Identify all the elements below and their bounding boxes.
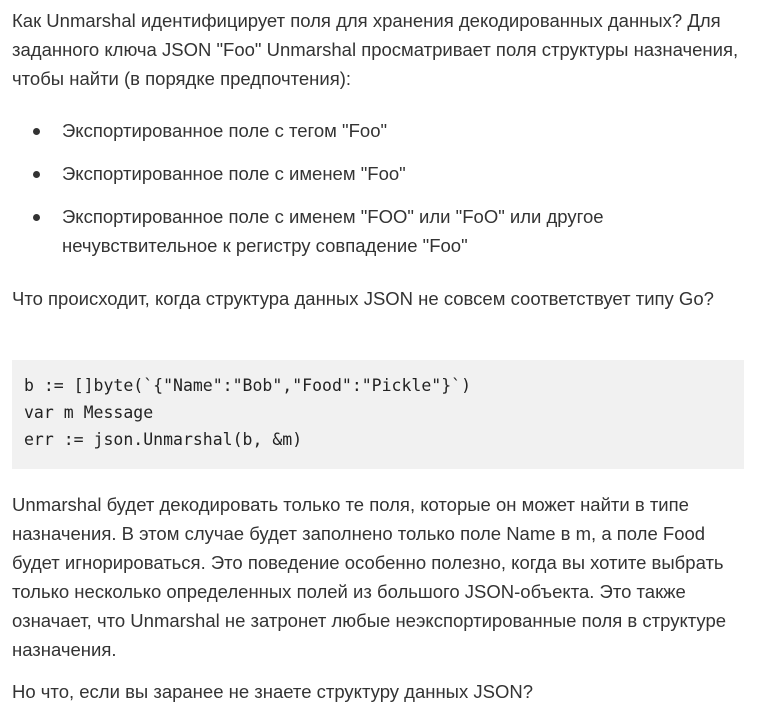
code-block[interactable] [12, 360, 744, 469]
preference-list [12, 116, 747, 274]
bullet-icon [33, 214, 40, 221]
code-line: err := json.Unmarshal(b, &m) [24, 430, 303, 449]
list-item-text: Экспортированное поле с тегом "Foo" [62, 120, 388, 141]
list-item [12, 116, 747, 145]
bullet-icon [33, 171, 40, 178]
list-item [12, 159, 747, 188]
bullet-icon [33, 128, 40, 135]
explanation-paragraph: Unmarshal будет декодировать только те поля, которые он может найти в типе назначения. В этом случае будет заполнено только поле Name в m, а поле Food будет игнорироваться. Это поведение особенно полезно, когда вы хотите выбрать только несколько определенных полей из большого JSON-объекта. Это также означает, что Unmarshal не затронет любые неэкспортированные поля в структуре назначения. [12, 494, 727, 660]
question-paragraph: Что происходит, когда структура данных JSON не совсем соответствует типу Go? [12, 288, 714, 309]
intro-paragraph: Как Unmarshal идентифицирует поля для хранения декодированных данных? Для заданного ключа JSON "Foo" Unmarshal просматривает поля структуры назначения, чтобы найти (в порядке предпочтения): [12, 10, 739, 89]
closing-question-paragraph: Но что, если вы заранее не знаете структуру данных JSON? [12, 681, 533, 702]
list-item [12, 202, 747, 260]
list-item-text: Экспортированное поле с именем "Foo" [62, 163, 406, 184]
code-line: var m Message [24, 403, 154, 422]
code-line: b := []byte(`{"Name":"Bob","Food":"Pickle"}`) [24, 376, 472, 395]
list-item-text: Экспортированное поле с именем "FOO" или "FoO" или другое нечувствительное к регистру совпадение "Foo" [62, 206, 604, 256]
